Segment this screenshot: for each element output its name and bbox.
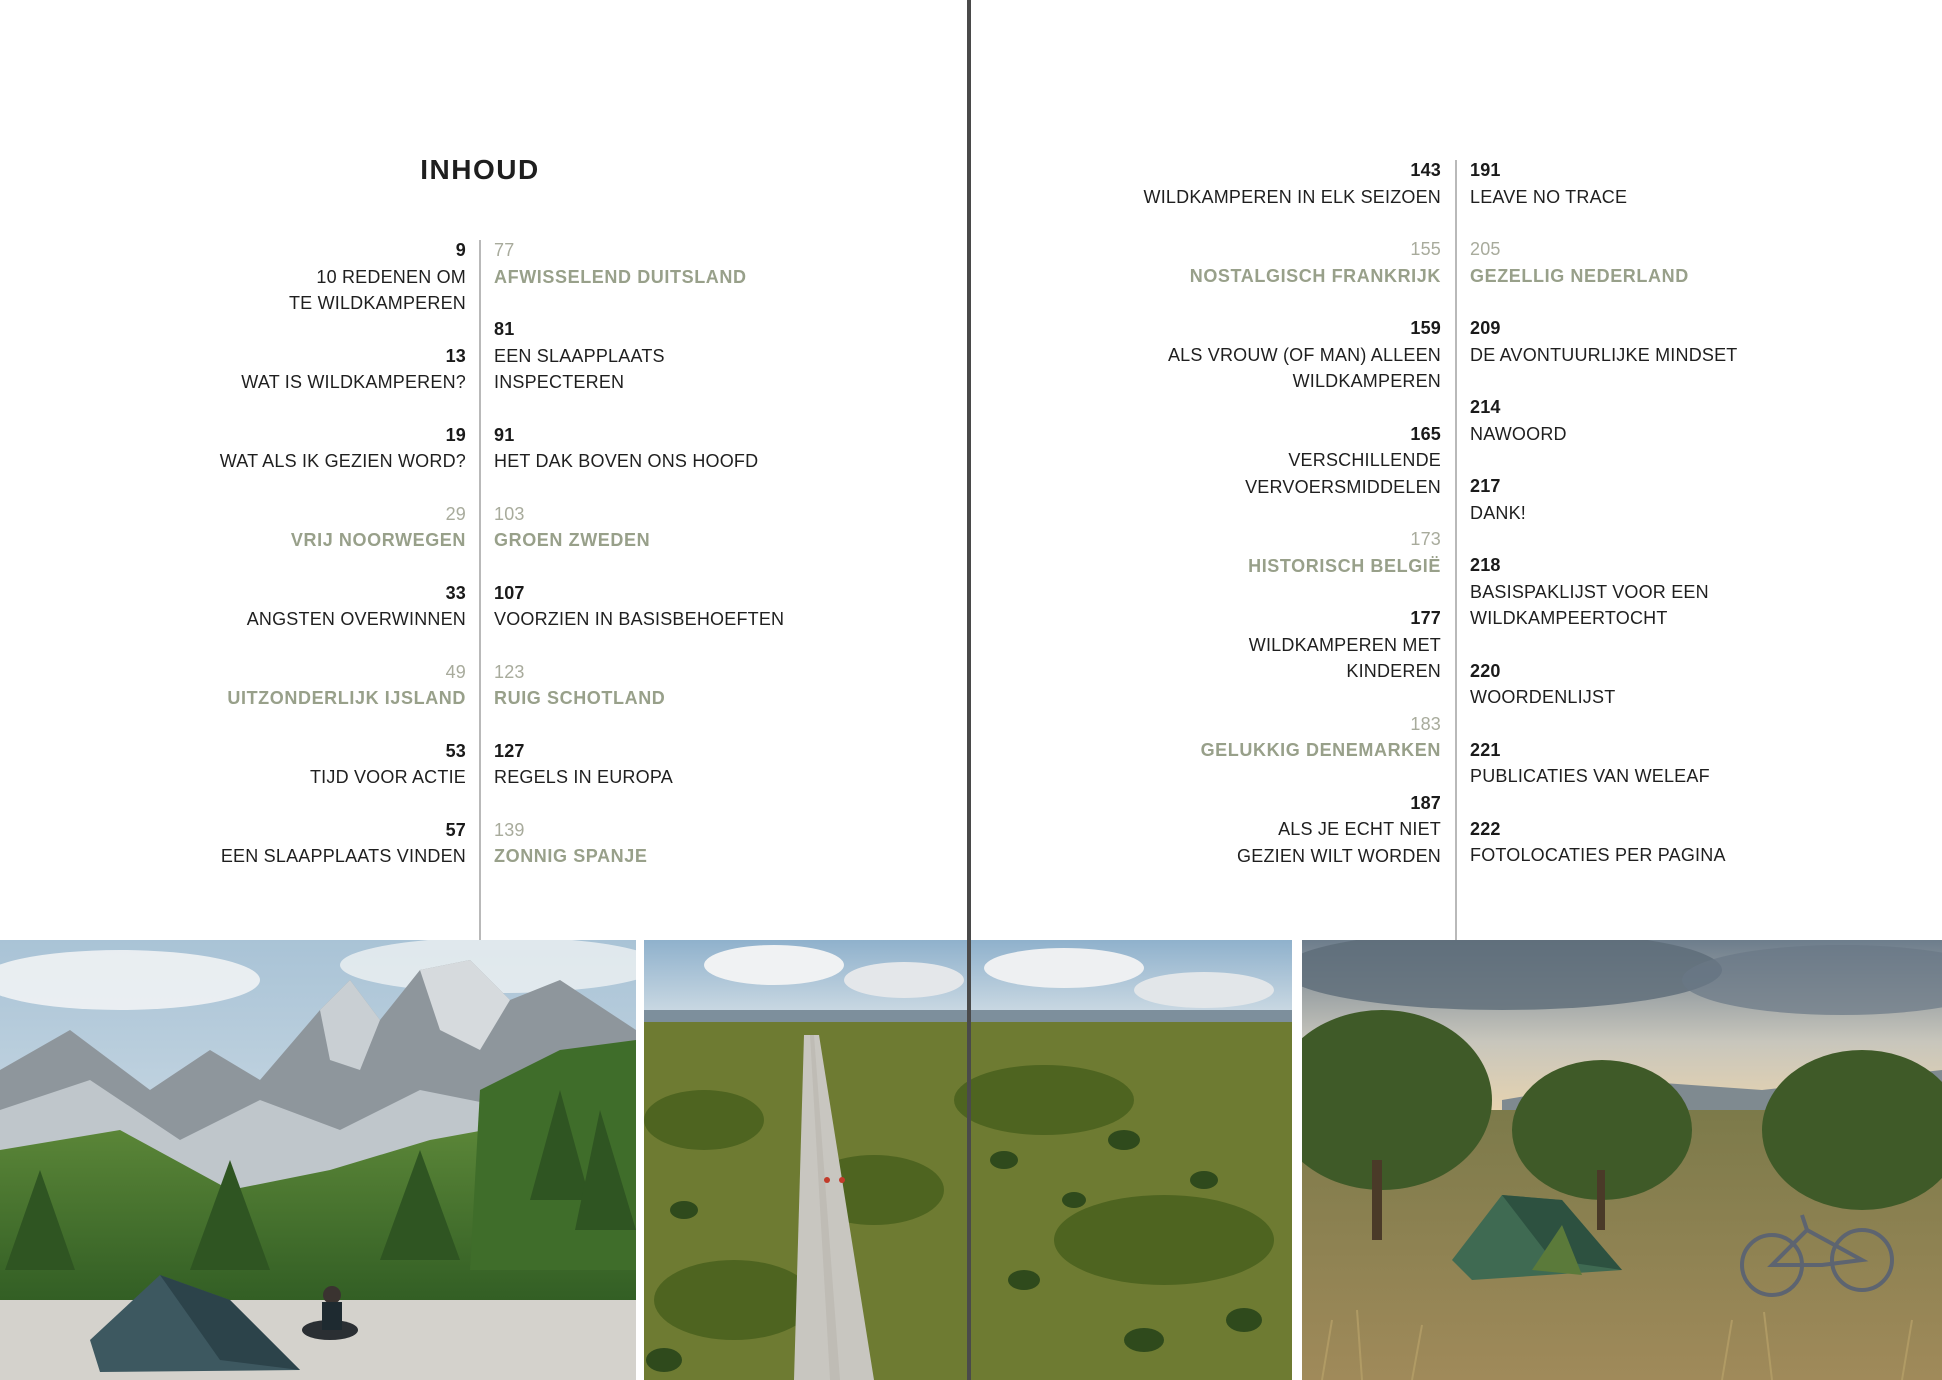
- toc-entry[interactable]: [1470, 394, 1567, 447]
- toc-entry[interactable]: [310, 738, 466, 791]
- toc-entry[interactable]: [227, 659, 466, 712]
- toc-page-number: 103: [494, 503, 525, 524]
- toc-page-number: 187: [1410, 792, 1441, 813]
- toc-page-number: 49: [445, 661, 466, 682]
- toc-chapter-title: NOSTALGISCH FRANKRIJK: [1189, 265, 1441, 286]
- toc-chapter-title: RUIG SCHOTLAND: [494, 688, 666, 708]
- toc-entry[interactable]: [1470, 157, 1627, 210]
- toc-chapter-title: WILDKAMPEREN MET KINDEREN: [1248, 634, 1441, 681]
- toc-chapter-title: WOORDENLIJST: [1470, 687, 1616, 707]
- toc-chapter-title: AFWISSELEND DUITSLAND: [494, 266, 747, 287]
- toc-chapter-title: WAT IS WILDKAMPEREN?: [241, 372, 466, 392]
- toc-entry[interactable]: [220, 422, 466, 475]
- toc-entry[interactable]: [1470, 658, 1615, 711]
- toc-page-number: 221: [1470, 739, 1501, 760]
- toc-page-number: 218: [1470, 555, 1501, 575]
- toc-page-number: 19: [445, 424, 466, 445]
- toc-entry[interactable]: [494, 237, 747, 290]
- toc-page-number: 173: [1410, 529, 1441, 549]
- toc-chapter-title: DANK!: [1470, 502, 1527, 523]
- toc-entry[interactable]: [1470, 816, 1726, 869]
- toc-chapter-title: ALS VROUW (OF MAN) ALLEEN WILDKAMPEREN: [1167, 344, 1441, 391]
- toc-chapter-title: VRIJ NOORWEGEN: [290, 530, 466, 550]
- toc-entry[interactable]: [291, 501, 466, 554]
- toc-entry[interactable]: [1470, 315, 1738, 368]
- book-spine: [967, 0, 971, 1380]
- toc-entry[interactable]: [241, 343, 466, 396]
- toc-chapter-title: GEZELLIG NEDERLAND: [1470, 265, 1689, 286]
- toc-chapter-title: TIJD VOOR ACTIE: [309, 767, 466, 787]
- toc-chapter-title: ALS JE ECHT NIET GEZIEN WILT WORDEN: [1237, 819, 1441, 866]
- toc-page-number: 191: [1470, 160, 1501, 180]
- toc-chapter-title: HET DAK BOVEN ONS HOOFD: [494, 451, 759, 471]
- page-title: INHOUD: [420, 154, 540, 185]
- toc-entry[interactable]: [1249, 605, 1441, 685]
- toc-entry[interactable]: [1470, 737, 1710, 790]
- toc-page-number: 217: [1470, 476, 1501, 496]
- toc-chapter-title: EEN SLAAPPLAATS VINDEN: [220, 846, 466, 866]
- toc-page-number: 209: [1470, 318, 1501, 338]
- toc-chapter-title: PUBLICATIES VAN WELEAF: [1470, 766, 1710, 786]
- toc-chapter-title: BASISPAKLIJST VOOR EEN WILDKAMPEERTOCHT: [1470, 581, 1709, 628]
- toc-page-number: 222: [1470, 818, 1501, 839]
- toc-chapter-title: VERSCHILLENDE VERVOERSMIDDELEN: [1245, 450, 1441, 497]
- toc-entry[interactable]: [494, 422, 758, 475]
- toc-page-number: 91: [494, 424, 515, 445]
- toc-page-number: 33: [445, 582, 466, 603]
- toc-chapter-title: UITZONDERLIJK IJSLAND: [227, 688, 466, 708]
- toc-entry[interactable]: [247, 580, 466, 633]
- toc-entry[interactable]: [1190, 236, 1441, 289]
- toc-entry[interactable]: [1470, 473, 1526, 526]
- toc-entry[interactable]: [1470, 236, 1689, 289]
- toc-page-number: 53: [445, 740, 466, 761]
- toc-page-number: 57: [445, 819, 466, 840]
- toc-page-number: 159: [1410, 318, 1441, 338]
- toc-page-number: 205: [1470, 239, 1501, 259]
- column-divider-right-page: [1455, 160, 1457, 940]
- toc-chapter-title: GROEN ZWEDEN: [494, 530, 651, 550]
- toc-page-number: 9: [455, 240, 466, 260]
- photo-mountain-camp: [0, 940, 636, 1380]
- column-divider-left-page: [479, 240, 481, 940]
- toc-page-number: 220: [1470, 660, 1501, 681]
- toc-chapter-title: WAT ALS IK GEZIEN WORD?: [219, 451, 466, 471]
- toc-page-number: 139: [494, 819, 525, 840]
- toc-entry[interactable]: [1470, 552, 1709, 632]
- photo-tent-bicycles: [1302, 940, 1942, 1380]
- toc-page-number: 214: [1470, 397, 1501, 417]
- toc-page-number: 81: [494, 319, 515, 339]
- toc-page-number: 143: [1410, 160, 1441, 180]
- toc-page-number: 107: [494, 582, 525, 603]
- toc-chapter-title: WILDKAMPEREN IN ELK SEIZOEN: [1143, 186, 1441, 207]
- toc-chapter-title: VOORZIEN IN BASISBEHOEFTEN: [494, 609, 785, 629]
- toc-page-number: 77: [494, 240, 515, 260]
- toc-entry[interactable]: [1237, 790, 1441, 870]
- toc-entry[interactable]: [494, 659, 665, 712]
- toc-entry[interactable]: [494, 738, 673, 791]
- toc-chapter-title: ANGSTEN OVERWINNEN: [246, 609, 466, 629]
- toc-page-number: 13: [445, 345, 466, 366]
- toc-chapter-title: EEN SLAAPPLAATS INSPECTEREN: [494, 345, 665, 392]
- toc-chapter-title: LEAVE NO TRACE: [1470, 186, 1628, 207]
- toc-chapter-title: REGELS IN EUROPA: [494, 767, 673, 787]
- toc-entry[interactable]: [289, 237, 466, 317]
- toc-entry[interactable]: [494, 316, 665, 396]
- toc-entry[interactable]: [1245, 421, 1441, 501]
- toc-page-number: 29: [445, 503, 466, 524]
- toc-chapter-title: DE AVONTUURLIJKE MINDSET: [1470, 344, 1738, 365]
- toc-page-number: 123: [494, 661, 525, 682]
- toc-page-number: 165: [1410, 423, 1441, 444]
- toc-chapter-title: FOTOLOCATIES PER PAGINA: [1470, 845, 1726, 865]
- toc-page-number: 127: [494, 740, 525, 761]
- toc-entry[interactable]: [1248, 526, 1441, 579]
- toc-chapter-title: GELUKKIG DENEMARKEN: [1200, 740, 1441, 760]
- toc-chapter-title: ZONNIG SPANJE: [494, 846, 648, 866]
- toc-chapter-title: 10 REDENEN OM TE WILDKAMPEREN: [288, 266, 466, 313]
- toc-chapter-title: NAWOORD: [1470, 423, 1567, 444]
- toc-chapter-title: HISTORISCH BELGIË: [1248, 555, 1441, 576]
- toc-page-number: 177: [1410, 608, 1441, 628]
- toc-entry[interactable]: [1201, 711, 1441, 764]
- toc-page-number: 155: [1410, 239, 1441, 259]
- toc-entry[interactable]: [494, 501, 650, 554]
- toc-page-number: 183: [1410, 713, 1441, 734]
- toc-entry[interactable]: [221, 817, 466, 870]
- toc-entry[interactable]: [1168, 315, 1441, 395]
- toc-entry[interactable]: [494, 580, 784, 633]
- toc-entry[interactable]: [1144, 157, 1441, 210]
- toc-entry[interactable]: [494, 817, 648, 870]
